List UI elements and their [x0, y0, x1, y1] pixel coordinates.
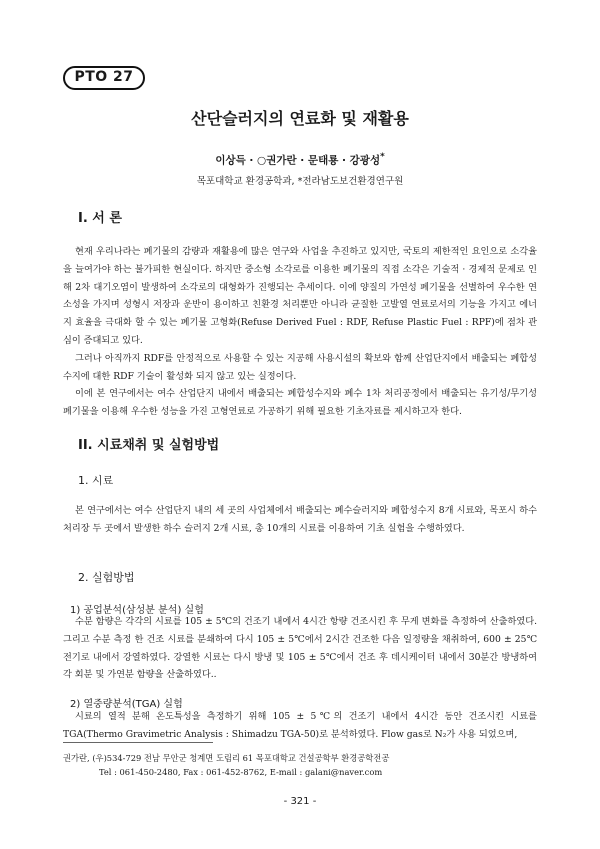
- proximate-analysis-paragraph: 수분 함량은 각각의 시료를 105 ± 5℃의 건조기 내에서 4시간 항량 건조시킨 후 무게 변화를 측정하여 산출하였다. 그리고 수분 측정 한 건조 시료를 분쇄하여 다시 105 ± 5℃에서 2시간 건조한 다음 일정량을 채취하여, 600 ± 25℃ 전기로 내에서 강열하였다. 강열한 시료는 다시 방냉 및 105 ± 5℃에서 건조 후 데시케이터 내에서 30분간 방냉하여 각 회분 및 가연분 함량을 산출하였다..: [63, 616, 537, 681]
- paper-title: 산단슬러지의 연료화 및 재활용: [191, 109, 409, 128]
- subsection-heading-method: 2. 실험방법: [78, 571, 135, 584]
- affiliation: 목포대학교 환경공학과, *전라남도보건환경연구원: [196, 176, 404, 187]
- footnote: [63, 751, 537, 779]
- author-names: 이상득 · ○권가란 · 문태룡 · 강광성: [215, 154, 381, 167]
- subsection-heading-samples: 1. 시료: [78, 474, 114, 487]
- footnote-contact: Tel : 061-450-2480, Fax : 061-452-8762, E-mail : galani@naver.com: [99, 767, 383, 777]
- author-footnote-mark: *: [380, 152, 385, 162]
- item-heading-proximate-analysis: 1) 공업분석(삼성분 분석) 실험: [70, 605, 204, 616]
- section-heading-intro: I. 서 론: [78, 211, 122, 226]
- samples-body: [63, 502, 537, 538]
- tga-paragraph: 시료의 열적 분해 온도특성을 측정하기 위해 105 ± 5℃의 건조기 내에서 4시간 동안 건조시킨 시료를 TGA(Thermo Gravimetric Analysis : Shimadzu TGA-50)로 분석하였다. Flow gas로 N₂가 사용 되었으며,: [63, 711, 537, 740]
- page-number: - 321 -: [283, 796, 317, 807]
- intro-body: [63, 243, 537, 421]
- proximate-analysis-body: [63, 613, 537, 684]
- session-badge: PTO 27: [63, 66, 145, 90]
- intro-paragraph: 그러나 아직까지 RDF를 안정적으로 사용할 수 있는 지공해 사용시설의 확보와 함께 산업단지에서 배출되는 폐합성수지에 대한 RDF 기술이 활성화 되지 않고 있는 실정이다.: [63, 352, 537, 382]
- tga-body: [63, 708, 537, 744]
- intro-paragraph: 현재 우리나라는 폐기물의 감량과 재활용에 많은 연구와 사업을 추진하고 있지만, 국토의 제한적인 요인으로 소각율을 늘여가야 하는 불가피한 현실이다. 하지만 중소형 소각로를 이용한 폐기물의 직접 소각은 기술적 · 경제적 문제로 인해 2차 대기오염이 발생하여 소각로의 대형화가 진행되는 추세이다. 이에 양질의 가연성 폐기물을 선별하여 우수한 연소성을 가지며 성형시 저장과 운반이 용이하고 친환경 처리뿐만 아니라 균질한 고발열 연료로서의 기능을 가지고 에너지 효율을 극대화 할 수 있는 폐기물 고형화(Refuse Derived Fuel : RDF, Refuse Plastic Fuel : RPF)에 점차 관심이 증대되고 있다.: [63, 246, 537, 346]
- intro-paragraph: 이에 본 연구에서는 여수 산업단지 내에서 배출되는 폐합성수지와 폐수 1차 처리공정에서 배출되는 유기성/무기성 폐기물을 이용해 우수한 성능을 가진 고형연료로 가공하기 위해 필요한 기초자료를 제시하고자 한다.: [63, 388, 537, 418]
- footnote-divider: [63, 742, 213, 743]
- item-heading-tga: 2) 열중량분석(TGA) 실험: [70, 699, 183, 710]
- samples-paragraph: 본 연구에서는 여수 산업단지 내의 세 곳의 사업체에서 배출되는 폐수슬러지와 폐합성수지 8개 시료와, 목포시 하수처리장 두 곳에서 발생한 하수 슬러지 2개 시료, 총 10개의 시료를 이용하여 기초 실험을 수행하였다.: [63, 505, 537, 534]
- footnote-address: 권가란, (우)534-729 전남 무안군 청계면 도림리 61 목포대학교 건설공학부 환경공학전공: [63, 753, 390, 763]
- section-heading-methods: II. 시료채취 및 실험방법: [78, 438, 220, 453]
- author-list: [0, 152, 600, 168]
